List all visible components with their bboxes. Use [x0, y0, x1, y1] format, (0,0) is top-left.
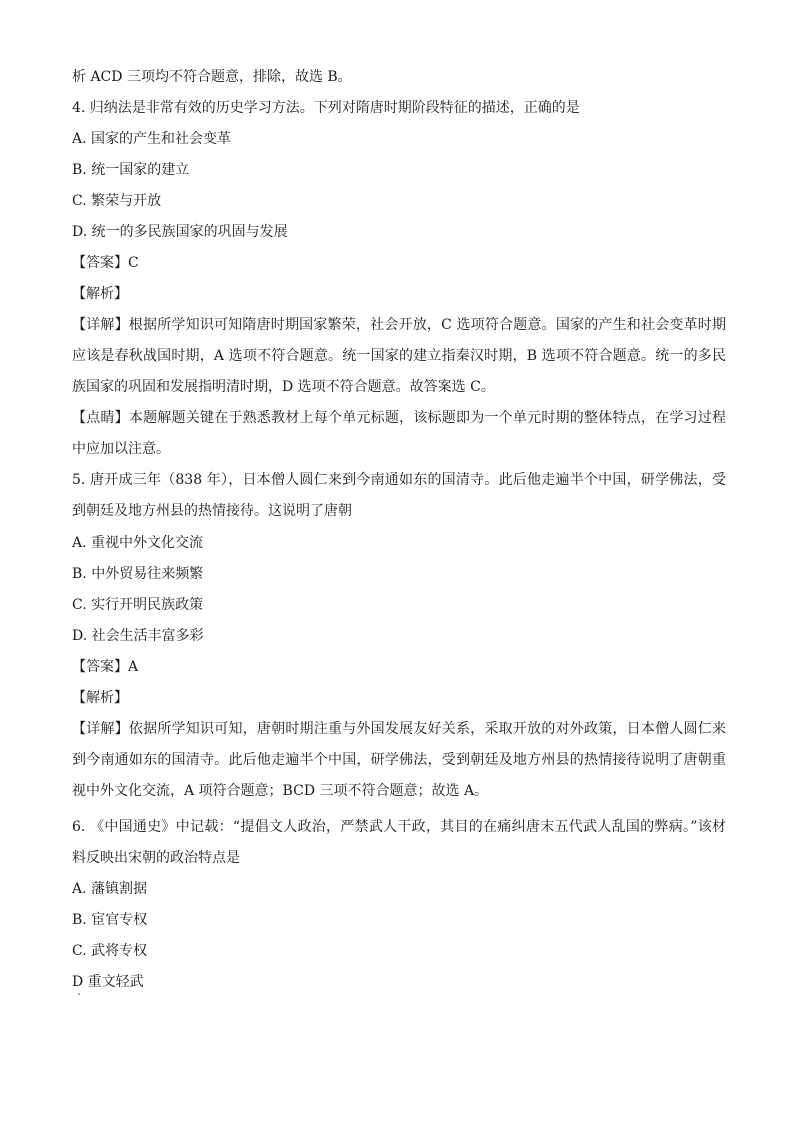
question-4-option-c: C. 繁荣与开放	[72, 193, 162, 209]
question-5-option-d: D. 社会生活丰富多彩	[72, 628, 204, 644]
question-6-option-a: A. 藩镇割据	[72, 881, 148, 897]
prev-answer-tail: 析 ACD 三项均不符合题意，排除，故选 B。	[72, 69, 352, 85]
question-6-stem: 6. 《中国通史》中记载：“提倡文人政治，严禁武人干政，其目的在痛纠唐末五代武人乱国的弊病。”该材料反映出宋朝的政治特点是	[72, 819, 726, 866]
question-4-detail: 【详解】根据所学知识可知隋唐时期国家繁荣，社会开放，C 选项符合题意。国家的产生和社会变革时期应该是春秋战国时期，A 选项不符合题意。统一国家的建立指秦汉时期，B 选项不符合题意。统一的多民族国家的巩固和发展指明清时期，D 选项不符合题意。故答案选 C。	[72, 317, 726, 395]
question-4-analysis-heading: 【解析】	[72, 286, 128, 302]
question-4-answer: 【答案】C	[72, 255, 139, 271]
question-5-detail: 【详解】依据所学知识可知，唐朝时期注重与外国发展友好关系，采取开放的对外政策，日本僧人圆仁来到今南通如东的国清寺。此后他走遍半个中国，研学佛法，受到朝廷及地方州县的热情接待说明了唐朝重视中外文化交流，A 项符合题意；BCD 三项不符合题意；故选 A。	[72, 721, 726, 799]
question-5-stem: 5. 唐开成三年（838 年），日本僧人圆仁来到今南通如东的国清寺。此后他走遍半个中国，研学佛法，受到朝廷及地方州县的热情接待。这说明了唐朝	[72, 472, 726, 519]
question-5-answer: 【答案】A	[72, 659, 139, 675]
question-6-option-c: C. 武将专权	[72, 943, 148, 959]
question-4-stem: 4. 归纳法是非常有效的历史学习方法。下列对隋唐时期阶段特征的描述，正确的是	[72, 100, 580, 116]
question-4-option-b: B. 统一国家的建立	[72, 162, 190, 178]
question-5-option-b: B. 中外贸易往来频繁	[72, 566, 204, 582]
question-6-option-b: B. 宦官专权	[72, 912, 148, 928]
question-6-option-d: D 重文轻武	[72, 974, 144, 990]
question-4-tip: 【点睛】本题解题关键在于熟悉教材上每个单元标题，该标题即为一个单元时期的整体特点，在学习过程中应加以注意。	[72, 410, 726, 457]
question-4-option-d: D. 统一的多民族国家的巩固与发展	[72, 224, 288, 240]
question-5-analysis-heading: 【解析】	[72, 690, 128, 706]
question-5-option-a: A. 重视中外文化交流	[72, 535, 204, 551]
question-5-option-c: C. 实行开明民族政策	[72, 597, 204, 613]
stray-dot-mark	[78, 993, 80, 995]
question-4-option-a: A. 国家的产生和社会变革	[72, 131, 232, 147]
